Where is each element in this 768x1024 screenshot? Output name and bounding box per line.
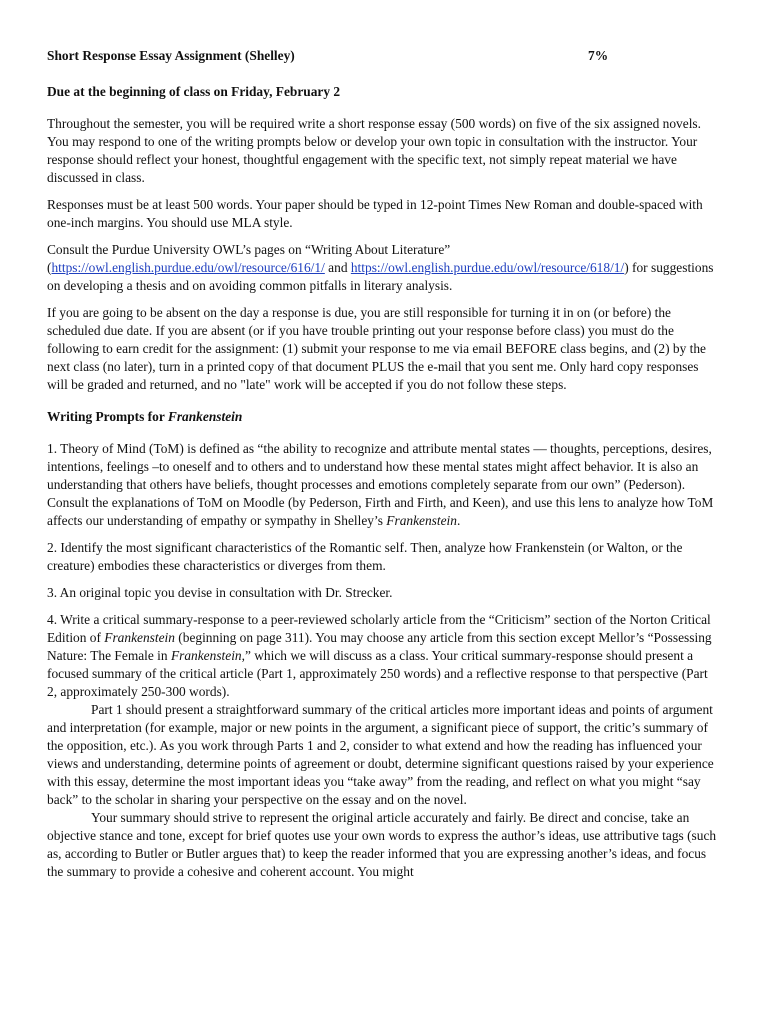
header-row <box>47 47 720 65</box>
owl-link-618[interactable]: https://owl.english.purdue.edu/owl/resource/618/1/ <box>350 260 625 275</box>
prompts-heading-title: Frankenstein <box>167 409 243 424</box>
prompt-4-text-b: (beginning on page 311). You may choose any article from this section except Mellor’s “Possessing Nature: The Female in <box>47 630 712 663</box>
intro-paragraph-2: Responses must be at least 500 words. Your paper should be typed in 12-point Times New Roman and double-spaced with one-inch margins. You should use MLA style. <box>47 197 703 230</box>
absence-policy-paragraph: If you are going to be absent on the day a response is due, you are still responsible for turning it in on (or before) the scheduled due date. If you are absent (or if you have trouble printing out your response before class) you must do the following to earn credit for the assignment: (1) submit your response to me via email BEFORE class begins, and (2) by the next class (no later), turn in a printed copy of that document PLUS the e-mail that you sent me. Only hard copy responses will be graded and returned, and no "late" work will be accepted if you do not follow these steps. <box>47 305 706 392</box>
prompts-heading-prefix: Writing Prompts for <box>47 409 168 424</box>
prompt-4-text-a: 4. Write a critical summary-response to a peer-reviewed scholarly article from the “Criticism” section of the Norton Critical Edition of <box>47 612 711 645</box>
prompt-1 <box>47 440 720 530</box>
prompt-4-title-2: Frankenstein <box>170 648 242 663</box>
prompt-1-text: 1. Theory of Mind (ToM) is defined as “the ability to recognize and attribute mental states — thoughts, perceptions, desires, intentions, feelings –to oneself and to others and to understand how these mental states might affect behavior. It is also an understanding that others have beliefs, thought processes and emotions completely separate from our own” (Pederson). Consult the explanations of ToM on Moodle (by Pederson, Firth and Firth, and Keen), and use this lens to analyze how ToM affects our understanding of empathy or sympathy in Shelley’s <box>47 441 714 528</box>
owl-text-before: Consult the Purdue University OWL’s pages on “Writing About Literature” ( <box>47 242 451 275</box>
prompt-4-summary-paragraph: Your summary should strive to represent the original article accurately and fairly. Be direct and concise, take an objective stance and tone, except for brief quotes use your own words to express the author’s ideas, use attributive tags (such as, according to Butler or Butler argues that) to keep the reader informed that you are expressing another’s ideas, and focus the summary to provide a cohesive and coherent account. You might <box>47 810 717 879</box>
owl-text-after: ) for suggestions on developing a thesis and on avoiding common pitfalls in literary analysis. <box>47 260 714 293</box>
prompt-2: 2. Identify the most significant characteristics of the Romantic self. Then, analyze how Frankenstein (or Walton, or the creature) embodies these characteristics or diverges from them. <box>47 540 683 573</box>
prompt-4-part1-paragraph: Part 1 should present a straightforward summary of the critical articles more important ideas and points of argument and interpretation (for example, major or new points in the argument, a significant piece of support, the critic’s summary of the opposition, etc.). As you work through Parts 1 and 2, consider to what extend and how the reading has influenced your views and understanding, determine points of agreement or doubt, determine significant questions raised by your experience with this essay, determine the most important ideas you “take away” from the reading, and reflect on what you might “say back” to the scholar in sharing your perspective on the essay and on the novel. <box>47 702 714 807</box>
due-date: Due at the beginning of class on Friday, February 2 <box>47 84 341 99</box>
prompt-4 <box>47 611 720 701</box>
prompt-1-end: . <box>456 513 461 528</box>
assignment-title: Short Response Essay Assignment (Shelley) <box>47 48 295 63</box>
owl-link-616[interactable]: https://owl.english.purdue.edu/owl/resource/616/1/ <box>51 260 325 275</box>
grade-weight: 7% <box>588 48 609 63</box>
intro-paragraph-3 <box>47 241 720 295</box>
owl-text-and: and <box>324 260 351 275</box>
prompt-4-text-c: ,” which we will discuss as a class. Your critical summary-response should present a focused summary of the critical article (Part 1, approximately 250 words) and a reflective response to that perspective (Part 2, approximately 250-300 words). <box>47 648 708 699</box>
intro-paragraph-1: Throughout the semester, you will be required write a short response essay (500 words) on five of the six assigned novels. You may respond to one of the writing prompts below or develop your own topic in consultation with the instructor. Your response should reflect your honest, thoughtful engagement with the specific text, not simply repeat material we have discussed in class. <box>47 116 701 185</box>
prompt-1-title: Frankenstein <box>386 513 457 528</box>
prompts-heading <box>47 408 720 426</box>
prompt-3: 3. An original topic you devise in consultation with Dr. Strecker. <box>47 585 393 600</box>
prompt-4-title-1: Frankenstein <box>104 630 175 645</box>
